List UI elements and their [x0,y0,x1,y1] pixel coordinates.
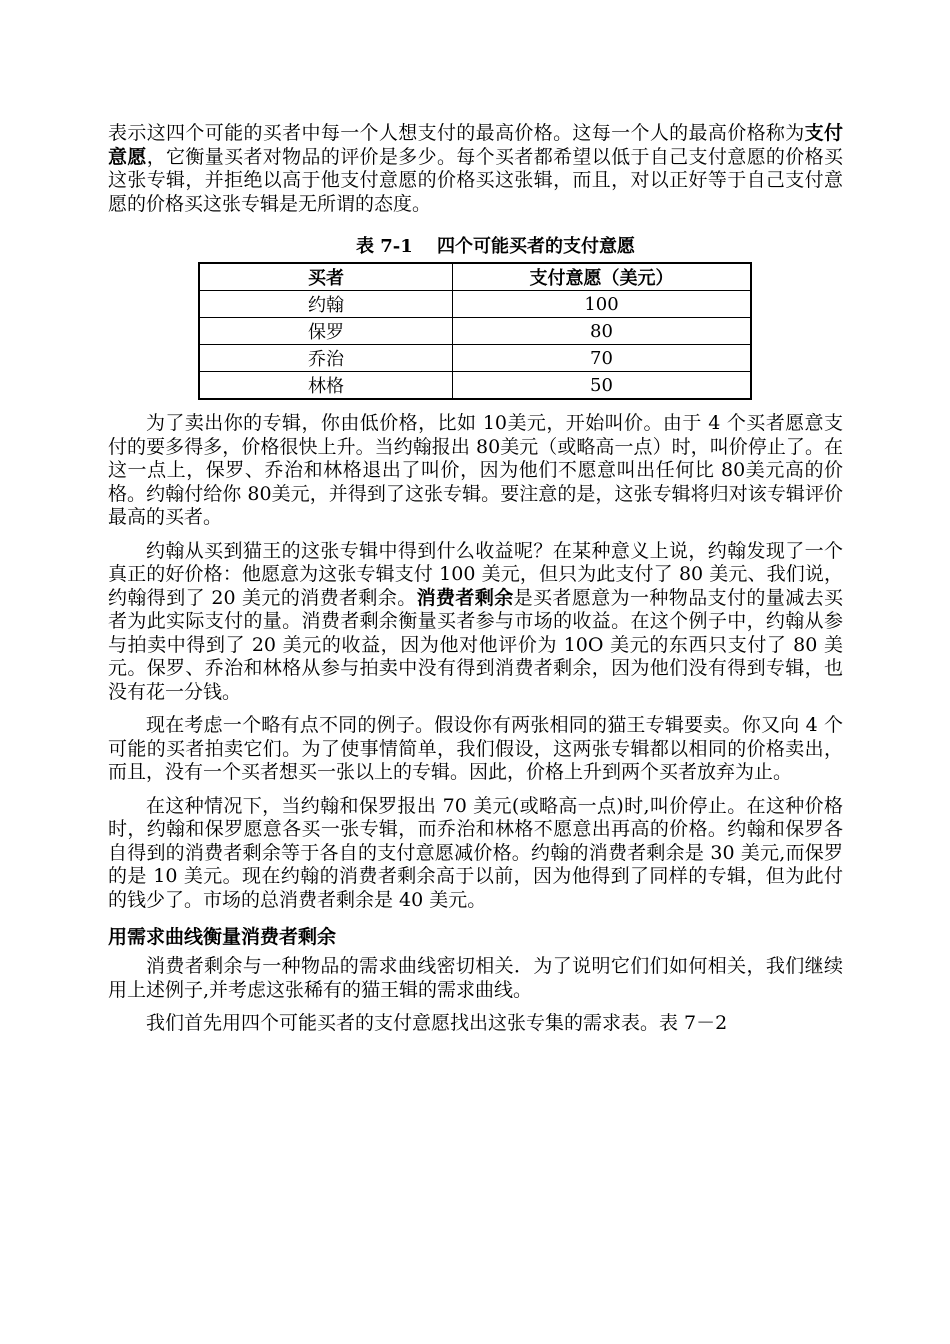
p3-text-b: 是买者愿意为一种物品支付的量减去买者为此实际支付的量。消费者剩余衡量买者参与市场的收益。在这个例子中，约翰从参与拍卖中得到了 20 美元的收益，因为他对他评价为 10O 美元的东西只支付了 80 美元。保罗、乔治和林格从参与拍卖中没有得到消费者剩余，因为他们没有得到专辑，也没有花一分钱。 [108,586,843,703]
table-caption: 表 7-1 四个可能买者的支付意愿 [355,236,636,257]
paragraph-6: 消费者剩余与一种物品的需求曲线密切相关．为了说明它们们如何相关，我们继续用上述例子,并考虑这张稀有的猫王辑的需求曲线。 [108,955,843,1001]
table-row [199,291,751,318]
table-row [199,318,751,345]
paragraph-7: 我们首先用四个可能买者的支付意愿找出这张专集的需求表。表 7－2 [146,1012,728,1034]
paragraph-3 [108,540,843,705]
cell-value: 80 [453,318,752,345]
p1-term-willingness-to-pay: 支付意愿 [108,122,843,168]
header-buyer: 买者 [199,263,453,291]
p3-text-a: 约翰从买到猫王的这张专辑中得到什么收益呢？在某种意义上说，约翰发现了一个真正的好价格：他愿意为这张专辑支付 100 美元，但只为此支付了 80 美元、我们说，约翰得到了 20 美元的消费者剩余。 [108,539,843,609]
p1-text-a: 表示这四个可能的买者中每一个人想支付的最高价格。这每一个人的最高价格称为 [108,122,805,144]
cell-buyer: 林格 [199,372,453,400]
cell-value: 50 [453,372,752,400]
paragraph-5: 在这种情况下，当约翰和保罗报出 70 美元(或略高一点)时,叫价停止。在这种价格时，约翰和保罗愿意各买一张专辑，而乔治和林格不愿意出再高的价格。约翰和保罗各自得到的消费者剩余等于各自的支付意愿减价格。约翰的消费者剩余是 30 美元,而保罗的是 10 美元。现在约翰的消费者剩余高于以前，因为他得到了同样的专辑，但为此付的钱少了。市场的总消费者剩余是 40 美元。 [108,794,843,911]
p1-text-b: ，它衡量买者对物品的评价是多少。每个买者都希望以低于自己支付意愿的价格买这张专辑，并拒绝以高于他支付意愿的价格买这张辑，而且，对以正好等于自己支付意愿的价格买这张专辑是无所谓的态度。 [108,145,843,215]
willingness-table [198,262,752,400]
cell-value: 100 [453,291,752,318]
cell-value: 70 [453,345,752,372]
document-page [108,122,843,1036]
p3-term-consumer-surplus: 消费者剩余 [416,586,514,609]
cell-buyer: 乔治 [199,345,453,372]
section-heading: 用需求曲线衡量消费者剩余 [108,926,337,948]
cell-buyer: 约翰 [199,291,453,318]
table-row [199,345,751,372]
table-header-row [199,263,751,291]
header-willingness: 支付意愿（美元） [453,263,752,291]
table-row [199,372,751,400]
paragraph-4: 现在考虑一个略有点不同的例子。假设你有两张相同的猫王专辑要卖。你又向 4 个可能的买者拍卖它们。为了使事情简单，我们假设，这两张专辑都以相同的价格卖出，而且，没有一个买者想买一张以上的专辑。因此，价格上升到两个买者放弃为止。 [108,714,843,783]
paragraph-2: 为了卖出你的专辑，你由低价格，比如 10美元，开始叫价。由于 4 个买者愿意支付的要多得多，价格很快上升。当约翰报出 80美元（或略高一点）时，叫价停止了。在这一点上，保罗、乔治和林格退出了叫价，因为他们不愿意叫出任何比 80美元高的价格。约翰付给你 80美元，并得到了这张专辑。要注意的是，这张专辑将归对该专辑评价最高的买者。 [108,412,843,528]
paragraph-1 [108,122,843,216]
cell-buyer: 保罗 [199,318,453,345]
